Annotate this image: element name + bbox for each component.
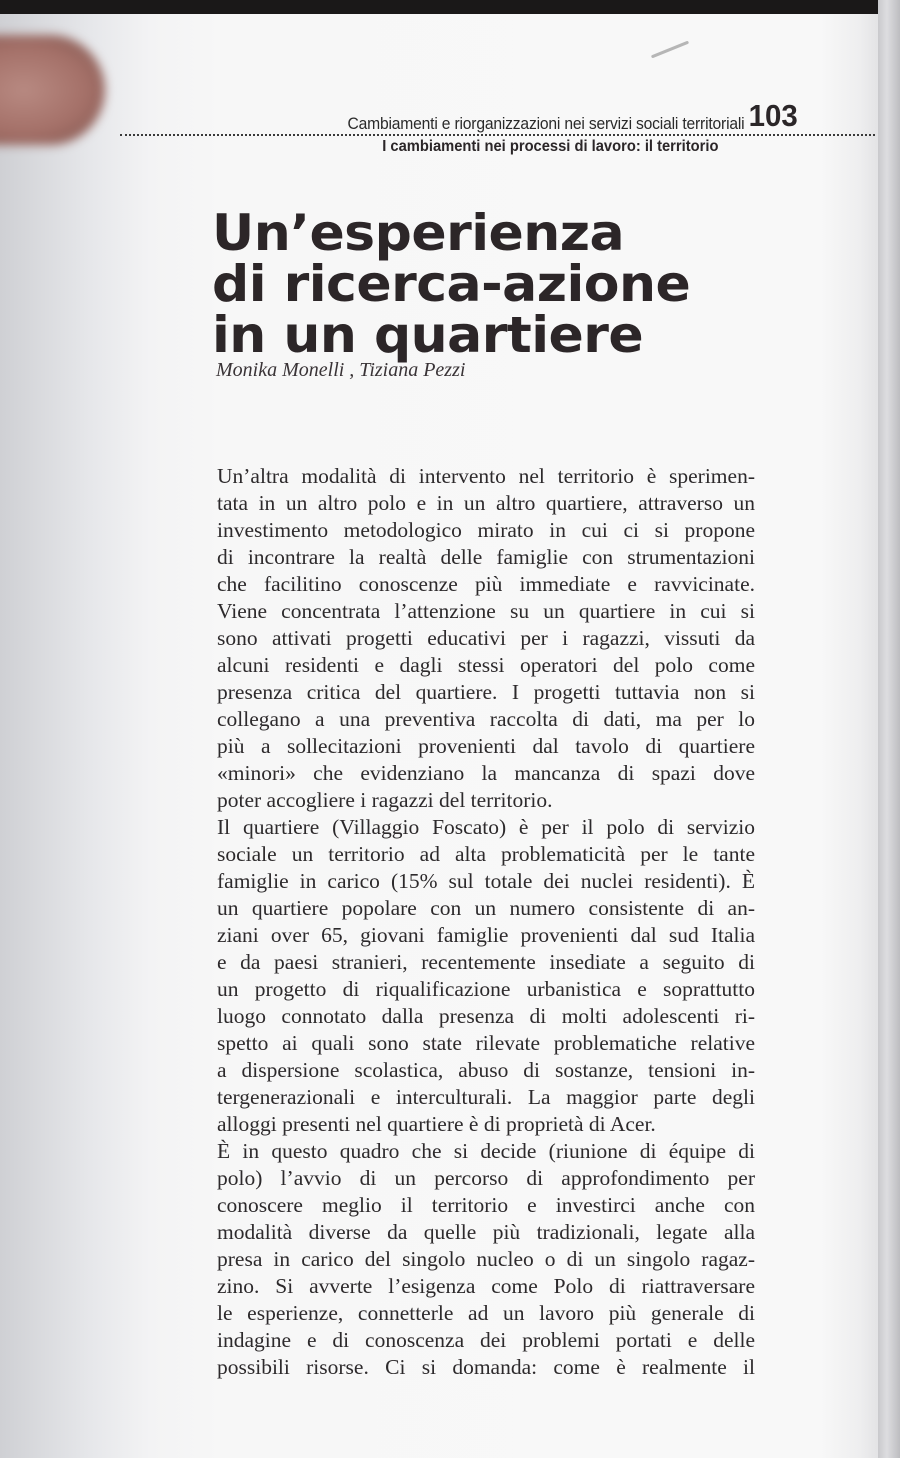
body-line: Viene concentrata l’attenzione su un quartiere in cui si (217, 599, 755, 623)
body-line: presa in carico del singolo nucleo o di un singolo ragaz- (217, 1247, 755, 1271)
article-body (217, 463, 755, 1381)
body-line: presenza critica del quartiere. I progetti tuttavia non si (217, 680, 755, 704)
body-line: che facilitino conoscenze più immediate e ravvicinate. (217, 572, 755, 596)
page-number: 103 (748, 98, 798, 133)
article-authors: Monika Monelli , Tiziana Pezzi (216, 359, 466, 381)
body-line: poter accogliere i ragazzi del territorio. (217, 788, 553, 812)
body-line: indagine e di conoscenza dei problemi portati e delle (217, 1328, 755, 1352)
body-line: zino. Si avverte l’esigenza come Polo di riattraversare (217, 1274, 755, 1298)
running-head (120, 98, 880, 138)
body-line: Un’altra modalità di intervento nel territorio è sperimen- (217, 464, 755, 488)
body-line: un progetto di riqualificazione urbanistica e soprattutto (217, 977, 755, 1001)
title-line: in un quartiere (212, 306, 644, 364)
thumb-holding-page (0, 35, 105, 145)
body-line: Il quartiere (Villaggio Foscato) è per il polo di servizio (217, 815, 755, 839)
title-line: Un’esperienza (212, 204, 625, 262)
body-line: possibili risorse. Ci si domanda: come è realmente il (217, 1355, 755, 1379)
dotted-rule (120, 134, 875, 136)
body-line: a dispersione scolastica, abuso di sostanze, tensioni in- (217, 1058, 755, 1082)
body-line: sociale un territorio ad alta problematicità per le tante (217, 842, 755, 866)
running-head-title: Cambiamenti e riorganizzazioni nei servizi sociali territoriali (347, 114, 744, 133)
body-line: luogo connotato dalla presenza di molti adolescenti ri- (217, 1004, 755, 1028)
title-line: di ricerca-azione (212, 255, 691, 313)
body-line: alloggi presenti nel quartiere è di proprietà di Acer. (217, 1112, 656, 1136)
body-line: tergenerazionali e interculturali. La maggior parte degli (217, 1085, 755, 1109)
body-line: «minori» che evidenziano la mancanza di spazi dove (217, 761, 755, 785)
body-line: collegano a una preventiva raccolta di dati, ma per lo (217, 707, 755, 731)
body-line: conoscere meglio il territorio e investirci anche con (217, 1193, 755, 1217)
body-line: di incontrare la realtà delle famiglie con strumentazioni (217, 545, 755, 569)
body-line: e da paesi stranieri, recentemente insediate a seguito di (217, 950, 755, 974)
pen-mark (651, 41, 689, 59)
body-line: spetto ai quali sono state rilevate problematiche relative (217, 1031, 755, 1055)
body-line: modalità diverse da quelle più tradizionali, legate alla (217, 1220, 755, 1244)
book-page (0, 14, 880, 1458)
body-line: un quartiere popolare con un numero consistente di an- (217, 896, 755, 920)
body-line: tata in un altro polo e in un altro quartiere, attraverso un (217, 491, 755, 515)
body-line: alcuni residenti e dagli stessi operatori del polo come (217, 653, 755, 677)
body-line: più a sollecitazioni provenienti dal tavolo di quartiere (217, 734, 755, 758)
section-heading: I cambiamenti nei processi di lavoro: il territorio (381, 138, 718, 155)
body-line: investimento metodologico mirato in cui ci si propone (217, 518, 755, 542)
body-line: polo) l’avvio di un percorso di approfondimento per (217, 1166, 755, 1190)
article-title (212, 204, 691, 364)
body-line: famiglie in carico (15% sul totale dei nuclei residenti). È (217, 869, 755, 893)
page-stack-edge (878, 0, 900, 1458)
body-line: ziani over 65, giovani famiglie provenienti dal sud Italia (217, 923, 755, 947)
body-line: sono attivati progetti educativi per i ragazzi, vissuti da (217, 626, 755, 650)
body-line: le esperienze, connetterle ad un lavoro più generale di (217, 1301, 755, 1325)
body-line: È in questo quadro che si decide (riunione di équipe di (217, 1139, 755, 1163)
